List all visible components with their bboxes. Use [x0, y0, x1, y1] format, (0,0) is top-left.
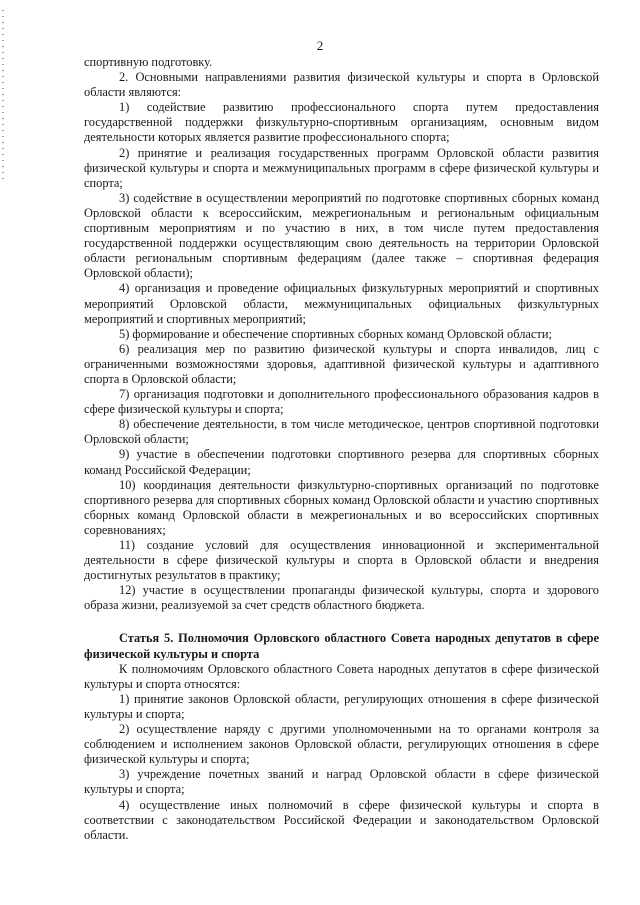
article-5-item-1: 1) принятие законов Орловской области, регулирующих отношения в сфере физической культуры и спорта;: [84, 691, 599, 721]
article-5-heading: Статья 5. Полномочия Орловского областного Совета народных депутатов в сфере физической культуры и спорта: [84, 631, 599, 661]
scan-margin-marks: [2, 10, 4, 180]
article-5-item-4: 4) осуществление иных полномочий в сфере физической культуры и спорта в соответствии с законодательством Российской Федерации и законодательством Орловской области.: [84, 797, 599, 842]
list-item-12: 12) участие в осуществлении пропаганды физической культуры, спорта и здорового образа жизни, реализуемой за счет средств областного бюджета.: [84, 583, 599, 613]
list-item-4: 4) организация и проведение официальных физкультурных мероприятий и спортивных мероприятий Орловской области, межмуниципальных официальных физкультурных мероприятий и спортивных мероприятий;: [84, 281, 599, 326]
section-gap: [84, 613, 599, 631]
list-item-9: 9) участие в обеспечении подготовки спортивного резерва для спортивных сборных команд Российской Федерации;: [84, 447, 599, 477]
article-5-intro: К полномочиям Орловского областного Совета народных депутатов в сфере физической культуры и спорта относятся:: [84, 661, 599, 691]
page-number: 2: [316, 38, 324, 53]
paragraph-2: 2. Основными направлениями развития физической культуры и спорта в Орловской области являются:: [84, 70, 599, 100]
list-item-11: 11) создание условий для осуществления инновационной и экспериментальной деятельности в сфере физической культуры и спорта в Орловской области и внедрения достигнутых результатов в практику;: [84, 538, 599, 583]
list-item-1: 1) содействие развитию профессионального спорта путем предоставления государственной поддержки физкультурно-спортивным организациям, основным видом деятельности которых является развитие профессионального спорта;: [84, 100, 599, 145]
list-item-6: 6) реализация мер по развитию физической культуры и спорта инвалидов, лиц с ограниченными возможностями здоровья, адаптивной физической культуры и адаптивного спорта в Орловской области;: [84, 341, 599, 386]
list-item-10: 10) координация деятельности физкультурно-спортивных организаций по подготовке спортивного резерва для спортивных сборных команд Орловской области и участию спортивных сборных команд Орловской области в межрегиональных и во всероссийских спортивных соревнованиях;: [84, 477, 599, 537]
document-body: [84, 55, 599, 843]
list-item-5: 5) формирование и обеспечение спортивных сборных команд Орловской области;: [119, 326, 552, 341]
article-5-item-2: 2) осуществление наряду с другими уполномоченными на то органами контроля за соблюдением и исполнением законов Орловской области, регулирующих отношения в сфере физической культуры и спорта;: [84, 722, 599, 767]
article-5-item-3: 3) учреждение почетных званий и наград Орловской области в сфере физической культуры и спорта;: [84, 767, 599, 797]
list-item-3: 3) содействие в осуществлении мероприятий по подготовке спортивных сборных команд Орловской области к всероссийским, межрегиональным и региональным официальным спортивным мероприятиям и по участию в них, в том числе путем предоставления государственной поддержки осуществляющим свою деятельность на территории Орловской области региональным спортивным федерациям (далее также – спортивная федерация Орловской области);: [84, 190, 599, 281]
list-item-8: 8) обеспечение деятельности, в том числе методическое, центров спортивной подготовки Орловской области;: [84, 417, 599, 447]
paragraph-continuation: спортивную подготовку.: [84, 55, 213, 69]
list-item-2: 2) принятие и реализация государственных программ Орловской области развития физической культуры и спорта и межмуниципальных программ в сфере физической культуры и спорта;: [84, 145, 599, 190]
list-item-7: 7) организация подготовки и дополнительного профессионального образования кадров в сфере физической культуры и спорта;: [84, 387, 599, 417]
